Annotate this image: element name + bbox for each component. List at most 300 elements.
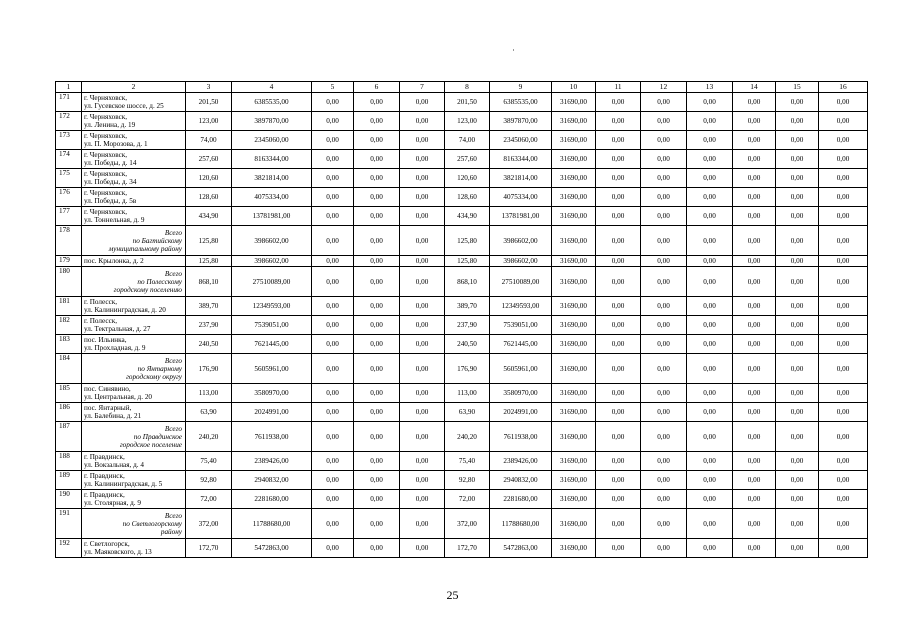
row-number: 191	[56, 509, 82, 539]
value-cell-col11: 0,00	[596, 422, 641, 452]
value-cell-col5: 0,00	[312, 403, 354, 422]
value-cell-col6: 0,00	[354, 150, 400, 169]
value-cell-col6: 0,00	[354, 452, 400, 471]
value-cell-col12: 0,00	[641, 490, 687, 509]
value-cell-col10: 31690,00	[552, 267, 596, 297]
value-cell-col10: 31690,00	[552, 471, 596, 490]
value-cell-col16: 0,00	[819, 422, 868, 452]
value-cell-col5: 0,00	[312, 297, 354, 316]
value-cell-col16: 0,00	[819, 452, 868, 471]
value-cell-col7: 0,00	[400, 422, 445, 452]
value-cell-col4: 3986602,00	[232, 226, 312, 256]
value-cell-col15: 0,00	[776, 297, 819, 316]
value-cell-col14: 0,00	[733, 297, 776, 316]
value-cell-col5: 0,00	[312, 452, 354, 471]
value-cell-col7: 0,00	[400, 267, 445, 297]
row-number: 190	[56, 490, 82, 509]
value-cell-col15: 0,00	[776, 93, 819, 112]
value-cell-col6: 0,00	[354, 267, 400, 297]
table-row	[56, 207, 868, 226]
group-total-name	[82, 267, 186, 297]
value-cell-col7: 0,00	[400, 490, 445, 509]
table-row	[56, 297, 868, 316]
value-cell-col9: 3821814,00	[490, 169, 552, 188]
address-line: ул. Прохладная, д. 9	[84, 344, 146, 352]
address-line: ул. Балебина, д. 21	[84, 412, 142, 420]
row-number: 187	[56, 422, 82, 452]
value-cell-col13: 0,00	[687, 226, 733, 256]
value-cell-col10: 31690,00	[552, 452, 596, 471]
value-cell-col15: 0,00	[776, 316, 819, 335]
value-cell-col12: 0,00	[641, 509, 687, 539]
value-cell-col13: 0,00	[687, 509, 733, 539]
address-cell	[82, 335, 186, 354]
value-cell-col12: 0,00	[641, 354, 687, 384]
value-cell-col9: 3580970,00	[490, 384, 552, 403]
value-cell-col11: 0,00	[596, 471, 641, 490]
value-cell-col10: 31690,00	[552, 316, 596, 335]
value-cell-col13: 0,00	[687, 188, 733, 207]
address-line: ул. Победы, д. 34	[84, 178, 137, 186]
row-number: 176	[56, 188, 82, 207]
value-cell-col13: 0,00	[687, 384, 733, 403]
value-cell-col13: 0,00	[687, 403, 733, 422]
table-row	[56, 316, 868, 335]
value-cell-col15: 0,00	[776, 403, 819, 422]
value-cell-col3: 434,90	[186, 207, 232, 226]
value-cell-col7: 0,00	[400, 316, 445, 335]
scan-speck	[513, 49, 514, 51]
value-cell-col8: 72,00	[445, 490, 490, 509]
value-cell-col3: 372,00	[186, 509, 232, 539]
value-cell-col3: 389,70	[186, 297, 232, 316]
value-cell-col8: 128,60	[445, 188, 490, 207]
address-cell	[82, 471, 186, 490]
value-cell-col16: 0,00	[819, 403, 868, 422]
value-cell-col15: 0,00	[776, 354, 819, 384]
group-total-name	[82, 226, 186, 256]
value-cell-col14: 0,00	[733, 384, 776, 403]
value-cell-col11: 0,00	[596, 267, 641, 297]
value-cell-col16: 0,00	[819, 316, 868, 335]
header-cell: 13	[687, 82, 733, 93]
value-cell-col3: 868,10	[186, 267, 232, 297]
value-cell-col9: 5472863,00	[490, 539, 552, 558]
value-cell-col6: 0,00	[354, 384, 400, 403]
group-name-line: Всего	[164, 269, 182, 278]
value-cell-col12: 0,00	[641, 297, 687, 316]
value-cell-col3: 92,80	[186, 471, 232, 490]
address-line: ул. Маяковского, д. 13	[84, 548, 152, 556]
row-number: 173	[56, 131, 82, 150]
group-name-line: городскому округу	[126, 372, 182, 381]
address-cell	[82, 207, 186, 226]
value-cell-col7: 0,00	[400, 207, 445, 226]
value-cell-col7: 0,00	[400, 93, 445, 112]
value-cell-col8: 75,40	[445, 452, 490, 471]
value-cell-col10: 31690,00	[552, 150, 596, 169]
value-cell-col4: 7539051,00	[232, 316, 312, 335]
value-cell-col13: 0,00	[687, 207, 733, 226]
address-cell	[82, 188, 186, 207]
address-cell	[82, 490, 186, 509]
value-cell-col11: 0,00	[596, 354, 641, 384]
row-number: 171	[56, 93, 82, 112]
value-cell-col7: 0,00	[400, 256, 445, 267]
row-number: 184	[56, 354, 82, 384]
group-total-name	[82, 354, 186, 384]
value-cell-col6: 0,00	[354, 509, 400, 539]
value-cell-col15: 0,00	[776, 267, 819, 297]
value-cell-col13: 0,00	[687, 150, 733, 169]
value-cell-col8: 240,20	[445, 422, 490, 452]
address-line: г. Черняховск,	[84, 151, 128, 159]
value-cell-col12: 0,00	[641, 256, 687, 267]
address-line: г. Полесск,	[84, 317, 118, 325]
value-cell-col10: 31690,00	[552, 335, 596, 354]
header-cell: 15	[776, 82, 819, 93]
value-cell-col13: 0,00	[687, 354, 733, 384]
value-cell-col12: 0,00	[641, 207, 687, 226]
address-line: пос. Крылонка, д. 2	[84, 257, 144, 265]
value-cell-col7: 0,00	[400, 188, 445, 207]
table-row	[56, 226, 868, 256]
value-cell-col8: 123,00	[445, 112, 490, 131]
value-cell-col6: 0,00	[354, 471, 400, 490]
value-cell-col4: 3897870,00	[232, 112, 312, 131]
table-row	[56, 93, 868, 112]
value-cell-col6: 0,00	[354, 112, 400, 131]
value-cell-col4: 5605961,00	[232, 354, 312, 384]
value-cell-col16: 0,00	[819, 267, 868, 297]
group-name-line: городскому поселению	[113, 285, 182, 294]
value-cell-col6: 0,00	[354, 354, 400, 384]
value-cell-col7: 0,00	[400, 403, 445, 422]
value-cell-col7: 0,00	[400, 509, 445, 539]
value-cell-col4: 6385535,00	[232, 93, 312, 112]
value-cell-col11: 0,00	[596, 335, 641, 354]
value-cell-col7: 0,00	[400, 354, 445, 384]
address-line: г. Правдинск,	[84, 491, 125, 499]
value-cell-col11: 0,00	[596, 509, 641, 539]
group-name-line: муниципальному району	[108, 244, 182, 253]
address-line: ул. Победы, д. 14	[84, 159, 137, 167]
address-line: ул. Вокзальная, д. 4	[84, 461, 144, 469]
value-cell-col11: 0,00	[596, 207, 641, 226]
value-cell-col5: 0,00	[312, 150, 354, 169]
value-cell-col14: 0,00	[733, 169, 776, 188]
value-cell-col7: 0,00	[400, 335, 445, 354]
address-line: ул. Тектральная, д. 27	[84, 325, 151, 333]
value-cell-col11: 0,00	[596, 297, 641, 316]
value-cell-col11: 0,00	[596, 93, 641, 112]
value-cell-col7: 0,00	[400, 169, 445, 188]
value-cell-col8: 63,90	[445, 403, 490, 422]
value-cell-col15: 0,00	[776, 150, 819, 169]
value-cell-col3: 120,60	[186, 169, 232, 188]
value-cell-col7: 0,00	[400, 150, 445, 169]
table-row	[56, 112, 868, 131]
value-cell-col9: 11788680,00	[490, 509, 552, 539]
table-row	[56, 150, 868, 169]
row-number: 185	[56, 384, 82, 403]
value-cell-col12: 0,00	[641, 150, 687, 169]
value-cell-col4: 3986602,00	[232, 256, 312, 267]
value-cell-col11: 0,00	[596, 112, 641, 131]
value-cell-col16: 0,00	[819, 490, 868, 509]
group-name-line: Всего	[164, 424, 182, 433]
value-cell-col4: 5472863,00	[232, 539, 312, 558]
value-cell-col8: 120,60	[445, 169, 490, 188]
value-cell-col4: 4075334,00	[232, 188, 312, 207]
value-cell-col16: 0,00	[819, 93, 868, 112]
value-cell-col12: 0,00	[641, 471, 687, 490]
value-cell-col3: 201,50	[186, 93, 232, 112]
value-cell-col9: 12349593,00	[490, 297, 552, 316]
value-cell-col7: 0,00	[400, 539, 445, 558]
value-cell-col14: 0,00	[733, 226, 776, 256]
header-cell: 14	[733, 82, 776, 93]
header-cell: 2	[82, 82, 186, 93]
value-cell-col6: 0,00	[354, 335, 400, 354]
value-cell-col3: 72,00	[186, 490, 232, 509]
table-row	[56, 384, 868, 403]
value-cell-col10: 31690,00	[552, 539, 596, 558]
value-cell-col9: 13781981,00	[490, 207, 552, 226]
group-name-line: городское поселение	[119, 440, 182, 449]
value-cell-col7: 0,00	[400, 226, 445, 256]
address-line: г. Правдинск,	[84, 472, 125, 480]
value-cell-col5: 0,00	[312, 539, 354, 558]
header-cell: 12	[641, 82, 687, 93]
value-cell-col8: 92,80	[445, 471, 490, 490]
value-cell-col8: 257,60	[445, 150, 490, 169]
value-cell-col5: 0,00	[312, 509, 354, 539]
value-cell-col15: 0,00	[776, 452, 819, 471]
value-cell-col14: 0,00	[733, 131, 776, 150]
value-cell-col15: 0,00	[776, 490, 819, 509]
value-cell-col15: 0,00	[776, 188, 819, 207]
value-cell-col5: 0,00	[312, 384, 354, 403]
value-cell-col9: 6385535,00	[490, 93, 552, 112]
value-cell-col10: 31690,00	[552, 207, 596, 226]
value-cell-col13: 0,00	[687, 131, 733, 150]
value-cell-col12: 0,00	[641, 226, 687, 256]
value-cell-col9: 7611938,00	[490, 422, 552, 452]
address-line: г. Черняховск,	[84, 208, 128, 216]
table-row	[56, 335, 868, 354]
address-line: пос. Синявино,	[84, 385, 131, 393]
address-line: г. Полесск,	[84, 298, 118, 306]
address-line: ул. Калининградская, д. 20	[84, 306, 166, 314]
value-cell-col12: 0,00	[641, 169, 687, 188]
value-cell-col6: 0,00	[354, 490, 400, 509]
value-cell-col12: 0,00	[641, 131, 687, 150]
address-cell	[82, 384, 186, 403]
value-cell-col3: 74,00	[186, 131, 232, 150]
value-cell-col7: 0,00	[400, 452, 445, 471]
value-cell-col6: 0,00	[354, 207, 400, 226]
value-cell-col10: 31690,00	[552, 384, 596, 403]
value-cell-col12: 0,00	[641, 316, 687, 335]
value-cell-col3: 123,00	[186, 112, 232, 131]
value-cell-col12: 0,00	[641, 403, 687, 422]
value-cell-col6: 0,00	[354, 169, 400, 188]
value-cell-col16: 0,00	[819, 297, 868, 316]
table-row	[56, 354, 868, 384]
group-total-name	[82, 422, 186, 452]
value-cell-col9: 27510089,00	[490, 267, 552, 297]
value-cell-col10: 31690,00	[552, 131, 596, 150]
row-number: 182	[56, 316, 82, 335]
value-cell-col12: 0,00	[641, 384, 687, 403]
value-cell-col14: 0,00	[733, 471, 776, 490]
value-cell-col15: 0,00	[776, 226, 819, 256]
value-cell-col11: 0,00	[596, 131, 641, 150]
group-name-line: Всего	[164, 228, 182, 237]
value-cell-col14: 0,00	[733, 188, 776, 207]
row-number: 174	[56, 150, 82, 169]
value-cell-col5: 0,00	[312, 267, 354, 297]
address-cell	[82, 93, 186, 112]
header-cell: 3	[186, 82, 232, 93]
value-cell-col14: 0,00	[733, 403, 776, 422]
address-line: г. Черняховск,	[84, 113, 128, 121]
value-cell-col4: 11788680,00	[232, 509, 312, 539]
value-cell-col10: 31690,00	[552, 354, 596, 384]
value-cell-col6: 0,00	[354, 188, 400, 207]
value-cell-col4: 2024991,00	[232, 403, 312, 422]
row-number: 186	[56, 403, 82, 422]
header-cell: 11	[596, 82, 641, 93]
value-cell-col13: 0,00	[687, 335, 733, 354]
value-cell-col4: 13781981,00	[232, 207, 312, 226]
address-line: ул. Ленина, д. 19	[84, 121, 136, 129]
row-number: 178	[56, 226, 82, 256]
value-cell-col9: 2389426,00	[490, 452, 552, 471]
value-cell-col13: 0,00	[687, 316, 733, 335]
value-cell-col7: 0,00	[400, 297, 445, 316]
value-cell-col13: 0,00	[687, 471, 733, 490]
value-cell-col6: 0,00	[354, 403, 400, 422]
value-cell-col8: 125,80	[445, 226, 490, 256]
address-line: ул. П. Морозова, д. 1	[84, 140, 148, 148]
value-cell-col8: 172,70	[445, 539, 490, 558]
value-cell-col14: 0,00	[733, 112, 776, 131]
group-total-name	[82, 509, 186, 539]
value-cell-col15: 0,00	[776, 509, 819, 539]
value-cell-col15: 0,00	[776, 207, 819, 226]
value-cell-col10: 31690,00	[552, 297, 596, 316]
value-cell-col11: 0,00	[596, 490, 641, 509]
value-cell-col10: 31690,00	[552, 112, 596, 131]
value-cell-col16: 0,00	[819, 354, 868, 384]
value-cell-col11: 0,00	[596, 452, 641, 471]
value-cell-col10: 31690,00	[552, 93, 596, 112]
table-row	[56, 509, 868, 539]
value-cell-col9: 4075334,00	[490, 188, 552, 207]
table-row	[56, 188, 868, 207]
value-cell-col14: 0,00	[733, 490, 776, 509]
address-cell	[82, 256, 186, 267]
address-line: ул. Тоннельная, д. 9	[84, 216, 145, 224]
value-cell-col5: 0,00	[312, 112, 354, 131]
group-name-line: по Полесскому	[137, 277, 182, 286]
address-line: ул. Столярная, д. 9	[84, 499, 141, 507]
row-number: 179	[56, 256, 82, 267]
value-cell-col15: 0,00	[776, 422, 819, 452]
value-cell-col4: 7611938,00	[232, 422, 312, 452]
address-line: ул. Победы, д. 5в	[84, 197, 137, 205]
value-cell-col13: 0,00	[687, 490, 733, 509]
value-cell-col10: 31690,00	[552, 226, 596, 256]
row-number: 175	[56, 169, 82, 188]
table-row	[56, 539, 868, 558]
table-row	[56, 169, 868, 188]
value-cell-col3: 176,90	[186, 354, 232, 384]
value-cell-col13: 0,00	[687, 267, 733, 297]
value-cell-col16: 0,00	[819, 207, 868, 226]
address-line: г. Черняховск,	[84, 189, 128, 197]
address-cell	[82, 150, 186, 169]
address-line: ул. Центральная, д. 20	[84, 393, 153, 401]
value-cell-col12: 0,00	[641, 188, 687, 207]
value-cell-col3: 237,90	[186, 316, 232, 335]
value-cell-col5: 0,00	[312, 226, 354, 256]
value-cell-col5: 0,00	[312, 316, 354, 335]
value-cell-col5: 0,00	[312, 169, 354, 188]
address-cell	[82, 403, 186, 422]
address-line: пос. Ильинка,	[84, 336, 127, 344]
row-number: 188	[56, 452, 82, 471]
value-cell-col10: 31690,00	[552, 422, 596, 452]
value-cell-col5: 0,00	[312, 188, 354, 207]
value-cell-col5: 0,00	[312, 93, 354, 112]
value-cell-col16: 0,00	[819, 335, 868, 354]
value-cell-col7: 0,00	[400, 131, 445, 150]
value-cell-col13: 0,00	[687, 93, 733, 112]
value-cell-col13: 0,00	[687, 169, 733, 188]
table-row	[56, 490, 868, 509]
header-cell: 8	[445, 82, 490, 93]
value-cell-col9: 7621445,00	[490, 335, 552, 354]
header-cell: 9	[490, 82, 552, 93]
value-cell-col4: 3580970,00	[232, 384, 312, 403]
address-cell	[82, 316, 186, 335]
table-row	[56, 267, 868, 297]
value-cell-col3: 128,60	[186, 188, 232, 207]
value-cell-col13: 0,00	[687, 112, 733, 131]
value-cell-col15: 0,00	[776, 539, 819, 558]
value-cell-col13: 0,00	[687, 297, 733, 316]
value-cell-col13: 0,00	[687, 256, 733, 267]
row-number: 189	[56, 471, 82, 490]
value-cell-col8: 74,00	[445, 131, 490, 150]
value-cell-col15: 0,00	[776, 112, 819, 131]
value-cell-col14: 0,00	[733, 316, 776, 335]
group-name-line: по Янтарному	[137, 364, 182, 373]
value-cell-col12: 0,00	[641, 112, 687, 131]
value-cell-col6: 0,00	[354, 316, 400, 335]
table-row	[56, 256, 868, 267]
row-number: 180	[56, 267, 82, 297]
value-cell-col4: 12349593,00	[232, 297, 312, 316]
value-cell-col15: 0,00	[776, 471, 819, 490]
value-cell-col3: 75,40	[186, 452, 232, 471]
value-cell-col4: 2940832,00	[232, 471, 312, 490]
value-cell-col5: 0,00	[312, 422, 354, 452]
value-cell-col4: 3821814,00	[232, 169, 312, 188]
